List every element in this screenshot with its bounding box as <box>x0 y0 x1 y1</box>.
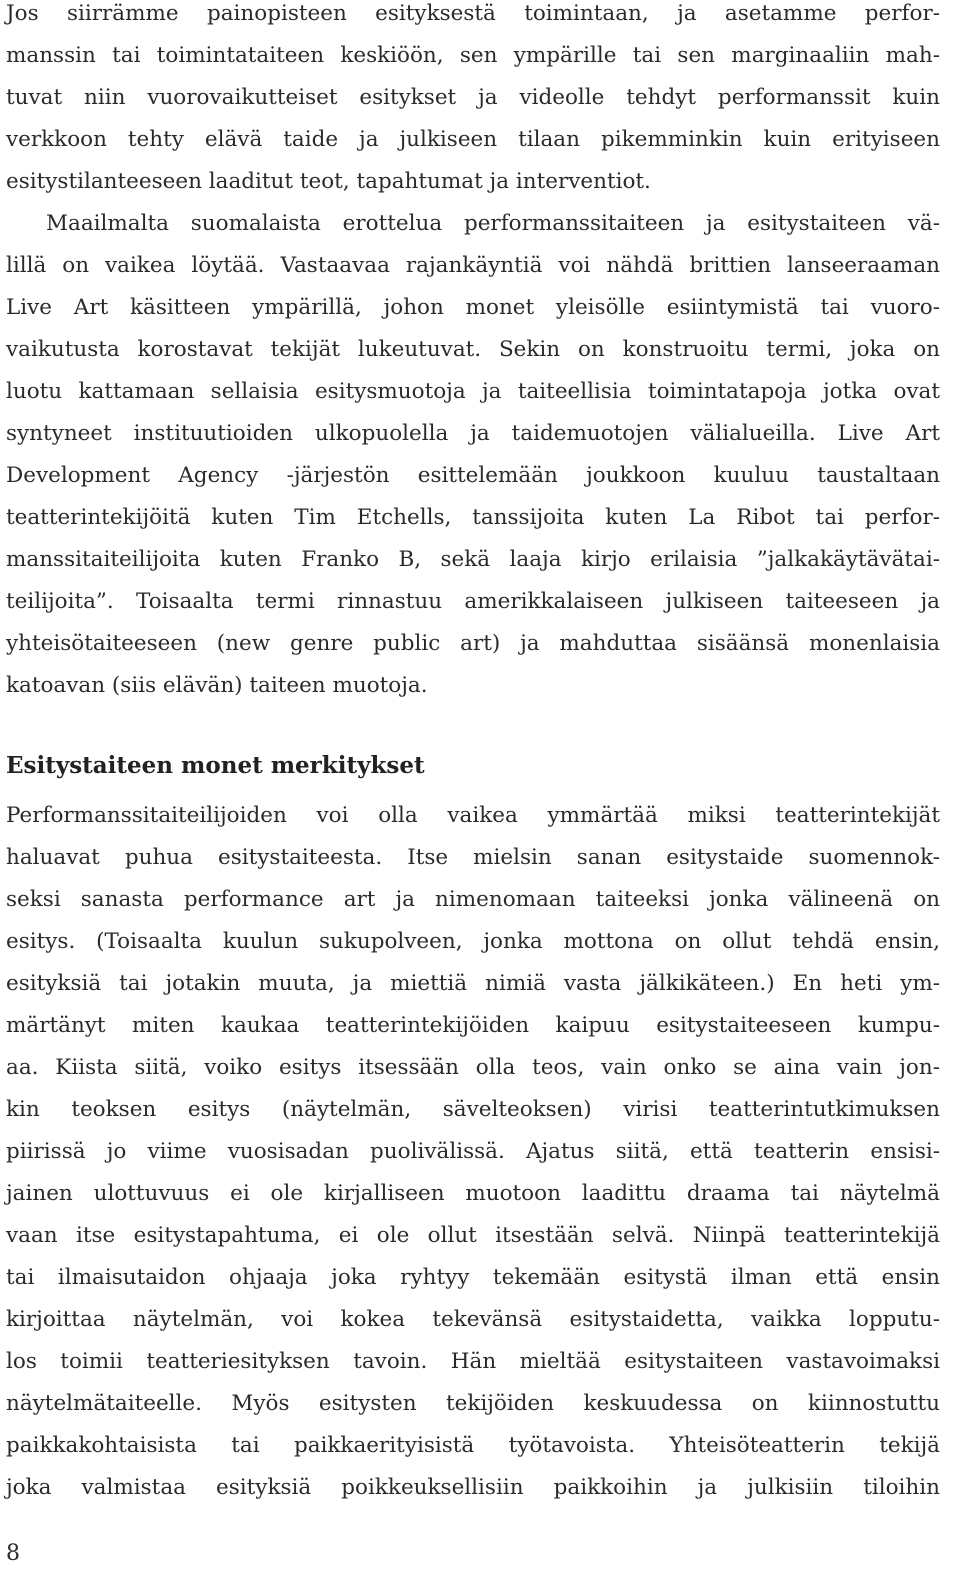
page-number: 8 <box>6 1541 20 1566</box>
text-line: Development Agency -järjestön esittelemään joukkoon kuuluu taustaltaan <box>6 463 940 488</box>
text-line: vaikutusta korostavat tekijät lukeutuvat. Sekin on konstruoitu termi, joka on <box>6 337 940 362</box>
text-line: jainen ulottuvuus ei ole kirjalliseen muotoon laadittu draama tai näytelmä <box>6 1181 940 1206</box>
text-line: vaan itse esitystapahtuma, ei ole ollut itsestään selvä. Niinpä teatterintekijä <box>6 1223 940 1248</box>
text-line: haluavat puhua esitystaiteesta. Itse mielsin sanan esitystaide suomennok- <box>6 845 940 870</box>
text-line: kin teoksen esitys (näytelmän, sävelteoksen) virisi teatterintutkimuksen <box>6 1097 940 1122</box>
text-line: märtänyt miten kaukaa teatterintekijöiden kaipuu esitystaiteeseen kumpu- <box>6 1013 940 1038</box>
text-line: teatterintekijöitä kuten Tim Etchells, tanssijoita kuten La Ribot tai perfor- <box>6 505 940 530</box>
text-line: joka valmistaa esityksiä poikkeuksellisiin paikkoihin ja julkisiin tiloihin <box>6 1475 940 1500</box>
text-line: näytelmätaiteelle. Myös esitysten tekijöiden keskuudessa on kiinnostuttu <box>6 1391 940 1416</box>
text-line: esityksiä tai jotakin muuta, ja miettiä nimiä vasta jälkikäteen.) En heti ym- <box>6 971 940 996</box>
text-line: yhteisötaiteeseen (new genre public art) ja mahduttaa sisäänsä monenlaisia <box>6 631 940 656</box>
text-line: aa. Kiista siitä, voiko esitys itsessään olla teos, vain onko se aina vain jon- <box>6 1055 940 1080</box>
text-line: luotu kattamaan sellaisia esitysmuotoja ja taiteellisia toimintatapoja jotka ovat <box>6 379 940 404</box>
text-line: tai ilmaisutaidon ohjaaja joka ryhtyy tekemään esitystä ilman että ensin <box>6 1265 940 1290</box>
text-line: kirjoittaa näytelmän, voi kokea tekevänsä esitystaidetta, vaikka lopputu- <box>6 1307 940 1332</box>
text-line: piirissä jo viime vuosisadan puolivälissä. Ajatus siitä, että teatterin ensisi- <box>6 1139 940 1164</box>
text-line: Live Art käsitteen ympärillä, johon monet yleisölle esiintymistä tai vuoro- <box>6 295 940 320</box>
text-line: katoavan (siis elävän) taiteen muotoja. <box>6 673 428 698</box>
text-line: lillä on vaikea löytää. Vastaavaa rajankäyntiä voi nähdä brittien lanseeraaman <box>6 253 940 278</box>
text-line: Maailmalta suomalaista erottelua performanssitaiteen ja esitystaiteen vä- <box>46 211 940 236</box>
text-line: Performanssitaiteilijoiden voi olla vaikea ymmärtää miksi teatterintekijät <box>6 803 940 828</box>
text-line: manssitaiteilijoita kuten Franko B, sekä laaja kirjo erilaisia ”jalkakäytävätai- <box>6 547 940 572</box>
text-line: esitystilanteeseen laaditut teot, tapahtumat ja interventiot. <box>6 169 651 194</box>
text-line: tuvat niin vuorovaikutteiset esitykset ja videolle tehdyt performanssit kuin <box>6 85 940 110</box>
text-line: seksi sanasta performance art ja nimenomaan taiteeksi jonka välineenä on <box>6 887 940 912</box>
text-line: paikkakohtaisista tai paikkaerityisistä työtavoista. Yhteisöteatterin tekijä <box>6 1433 940 1458</box>
text-line: esitys. (Toisaalta kuulun sukupolveen, jonka mottona on ollut tehdä ensin, <box>6 929 940 954</box>
text-line: los toimii teatteriesityksen tavoin. Hän mieltää esitystaiteen vastavoimaksi <box>6 1349 940 1374</box>
text-line: Jos siirrämme painopisteen esityksestä toimintaan, ja asetamme perfor- <box>6 1 940 26</box>
section-heading: Esitystaiteen monet merkitykset <box>6 752 425 779</box>
text-line: teilijoita”. Toisaalta termi rinnastuu amerikkalaiseen julkiseen taiteeseen ja <box>6 589 940 614</box>
text-line: syntyneet instituutioiden ulkopuolella ja taidemuotojen välialueilla. Live Art <box>6 421 940 446</box>
text-line: verkkoon tehty elävä taide ja julkiseen tilaan pikemminkin kuin erityiseen <box>6 127 940 152</box>
text-line: manssin tai toimintataiteen keskiöön, sen ympärille tai sen marginaaliin mah- <box>6 43 940 68</box>
